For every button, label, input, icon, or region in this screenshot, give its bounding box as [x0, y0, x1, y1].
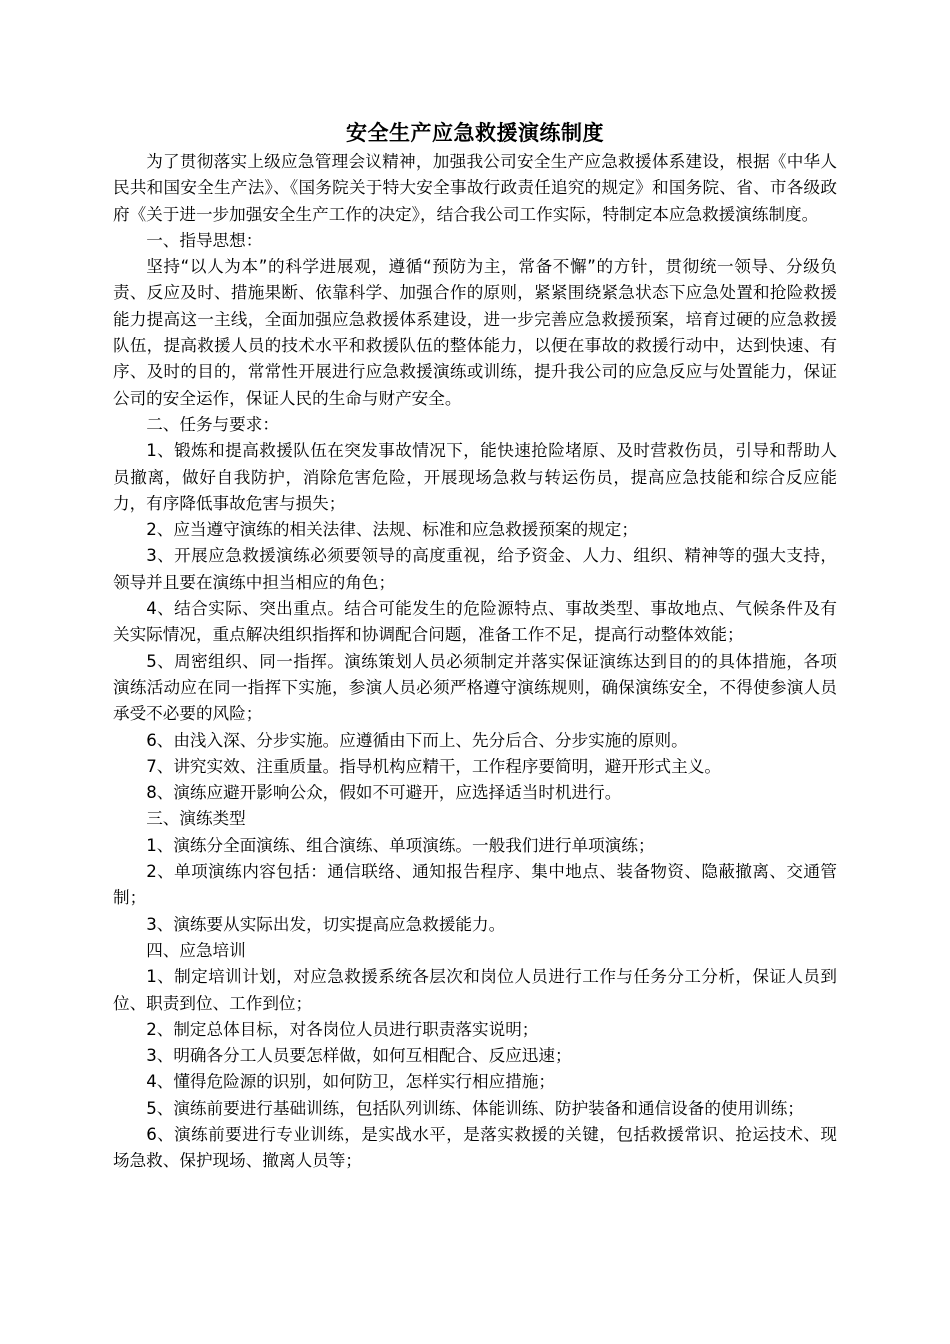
list-item-drill-type-3: 3、演练要从实际出发，切实提高应急救援能力。: [146, 914, 506, 934]
section-heading-drill-types: 三、演练类型: [146, 809, 246, 829]
list-item-task-4: 4、结合实际、突出重点。结合可能发生的危险源特点、事故类型、事故地点、气候条件及有关实际情况，重点解决组织指挥和协调配合问题，准备工作不足，提高行动整体效能；: [113, 599, 837, 645]
list-item-drill-type-1: 1、演练分全面演练、组合演练、单项演练。一般我们进行单项演练；: [146, 835, 655, 855]
list-item-task-6: 6、由浅入深、分步实施。应遵循由下而上、先分后合、分步实施的原则。: [146, 730, 688, 750]
list-item-task-3: 3、开展应急救援演练必须要领导的高度重视，给予资金、人力、组织、精神等的强大支持，领导并且要在演练中担当相应的角色；: [113, 546, 837, 592]
list-item-task-5: 5、周密组织、同一指挥。演练策划人员必须制定并落实保证演练达到目的的具体措施，各项演练活动应在同一指挥下实施，参演人员必须严格遵守演练规则，确保演练安全，不得使参演人员承受不必要的风险；: [113, 651, 837, 724]
section-heading-guiding-ideology: 一、指导思想：: [146, 230, 263, 250]
list-item-training-3: 3、明确各分工人员要怎样做，如何互相配合、反应迅速；: [146, 1046, 572, 1066]
list-item-training-5: 5、演练前要进行基础训练，包括队列训练、体能训练、防护装备和通信设备的使用训练；: [146, 1098, 804, 1118]
list-item-drill-type-2: 2、单项演练内容包括：通信联络、通知报告程序、集中地点、装备物资、隐蔽撤离、交通管制；: [113, 862, 837, 908]
document-title: 安全生产应急救援演练制度: [346, 121, 604, 145]
section-heading-training: 四、应急培训: [146, 940, 246, 960]
list-item-task-1: 1、锻炼和提高救援队伍在突发事故情况下，能快速抢险堵原、及时营救伤员，引导和帮助人员撤离，做好自我防护，消除危害危险，开展现场急救与转运伤员，提高应急技能和综合反应能力，有序降低事故危害与损失；: [113, 441, 837, 513]
list-item-task-7: 7、讲究实效、注重质量。指导机构应精干，工作程序要简明，避开形式主义。: [146, 756, 721, 776]
paragraph-intro: 为了贯彻落实上级应急管理会议精神，加强我公司安全生产应急救援体系建设，根据《中华人民共和国安全生产法》、《国务院关于特大安全事故行政责任追究的规定》和国务院、省、市各级政府《关于进一步加强安全生产工作的决定》，结合我公司工作实际，特制定本应急救援演练制度。: [113, 152, 837, 224]
list-item-task-2: 2、应当遵守演练的相关法律、法规、标准和应急救援预案的规定；: [146, 520, 638, 540]
list-item-training-2: 2、制定总体目标，对各岗位人员进行职责落实说明；: [146, 1019, 539, 1039]
section-heading-tasks: 二、任务与要求：: [146, 414, 279, 434]
list-item-training-1: 1、制定培训计划，对应急救援系统各层次和岗位人员进行工作与任务分工分析，保证人员到位、职责到位、工作到位；: [113, 967, 837, 1013]
paragraph-guiding-ideology: 坚持“以人为本”的科学进展观，遵循“预防为主，常备不懈”的方针，贯彻统一领导、分级负责、反应及时、措施果断、依靠科学、加强合作的原则，紧紧围绕紧急状态下应急处置和抢险救援能力提高这一主线，全面加强应急救援体系建设，进一步完善应急救援预案，培育过硬的应急救援队伍，提高救援人员的技术水平和救援队伍的整体能力，以便在事故的救援行动中，达到快速、有序、及时的目的，常常性开展进行应急救援演练或训练，提升我公司的应急反应与处置能力，保证公司的安全运作，保证人民的生命与财产安全。: [113, 257, 837, 408]
list-item-task-8: 8、演练应避开影响公众，假如不可避开，应选择适当时机进行。: [146, 783, 622, 803]
document-body: [113, 149, 837, 1175]
list-item-training-4: 4、懂得危险源的识别，如何防卫，怎样实行相应措施；: [146, 1072, 555, 1092]
list-item-training-6: 6、演练前要进行专业训练，是实战水平，是落实救援的关键，包括救援常识、抢运技术、现场急救、保护现场、撤离人员等；: [113, 1124, 837, 1171]
